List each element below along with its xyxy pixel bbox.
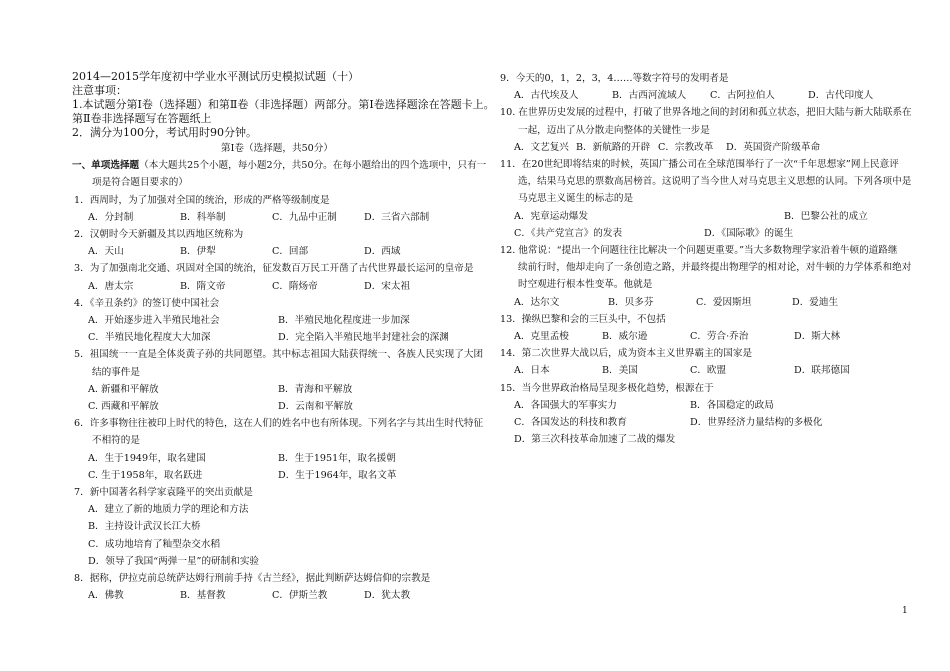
option-c[interactable]: C．九品中正制	[272, 211, 337, 223]
option-a[interactable]: A．日本	[514, 365, 550, 377]
option-c[interactable]: C. 生于1958年，取名跃进	[88, 469, 203, 481]
option-d[interactable]: D．完全陷入半殖民地半封建社会的深渊	[278, 332, 449, 344]
question-6-cont: 不相符的是	[92, 435, 140, 447]
option-a[interactable]: A．分封制	[88, 211, 134, 223]
option-c[interactable]: C．各国发达的科技和教育	[514, 417, 627, 429]
option-c[interactable]: C．半殖民地化程度大大加深	[88, 332, 211, 344]
section-instructions: （本大题共25个小题，每小题2分，共50分。在每小题给出的四个选项中，只有一	[139, 160, 487, 172]
left-column	[72, 70, 495, 604]
option-d[interactable]: D．三省六部制	[364, 211, 430, 223]
question-3-options	[72, 278, 482, 295]
question-8-options	[72, 587, 482, 604]
question-10-cont: 一起，迈出了从分散走向整体的关键性一步是	[518, 124, 710, 136]
exam-title: 2014—2015学年度初中学业水平测试历史模拟试题（十）	[72, 70, 359, 83]
option-d[interactable]: D．宋太祖	[364, 280, 411, 292]
question-1-options	[72, 209, 482, 226]
question-3: 3．为了加强南北交通、巩固对全国的统治，征发数百万民工开凿了古代世界最长运河的皇帝是	[74, 263, 474, 275]
section-title: 第Ⅰ卷（选择题，共50分）	[221, 143, 333, 154]
question-11-options-row1	[498, 208, 918, 225]
option-a[interactable]: A．生于1949年，取名建国	[88, 452, 206, 464]
option-b[interactable]: B．基督教	[180, 590, 226, 602]
option-c[interactable]: C．伊斯兰教	[272, 590, 328, 602]
question-12-options	[498, 294, 918, 311]
right-column	[498, 70, 918, 448]
section-instructions-cont: 项是符合题目要求的）	[92, 177, 188, 189]
option-c[interactable]: C．宗教改革	[658, 141, 714, 153]
option-c[interactable]: C．隋炀帝	[272, 280, 318, 292]
question-13: 13．操纵巴黎和会的三巨头中，不包括	[500, 313, 666, 325]
question-1: 1．西周时，为了加强对全国的统治，形成的严格等级制度是	[74, 194, 330, 206]
option-a[interactable]: A．克里孟梭	[514, 331, 569, 343]
option-a[interactable]: A．文艺复兴	[514, 141, 569, 153]
question-10-options	[498, 139, 918, 156]
option-c[interactable]: C．回部	[272, 246, 309, 258]
option-d[interactable]: D．《国际歌》的诞生	[704, 227, 794, 239]
question-11-cont: 选，结果马克思的票数高居榜首。这说明了当今世人对马克思主义思想的认同。下列各项中是	[518, 176, 912, 188]
option-d[interactable]: D．英国资产阶级革命	[726, 141, 821, 153]
question-14-options	[498, 362, 918, 379]
question-11-cont2: 马克思主义诞生的标志的是	[518, 193, 634, 205]
option-d[interactable]: D．西域	[364, 246, 401, 258]
option-d[interactable]: D．世界经济力量结构的多极化	[690, 417, 823, 429]
option-b[interactable]: B．科举制	[180, 211, 226, 223]
question-12-cont: 续前行时，他却走向了一条创造之路，并最终提出物理学的相对论，对牛顿的力学体系和绝对	[518, 262, 912, 274]
option-d[interactable]: D．生于1964年，取名文革	[278, 469, 397, 481]
question-8: 8．据称，伊拉克前总统萨达姆行刑前手持《古兰经》，据此判断萨达姆信仰的宗教是	[74, 573, 431, 585]
question-4-options-row1	[72, 312, 482, 329]
question-11: 11．在20世纪即将结束的时候，英国广播公司在全球范围举行了一次“千年思想家”网上民意评	[500, 159, 899, 171]
question-2: 2．汉朝时今天新疆及其以西地区统称为	[74, 229, 244, 241]
option-b[interactable]: B．伊犁	[180, 246, 216, 258]
option-a[interactable]: A．各国强大的军事实力	[514, 399, 617, 411]
option-d-extra[interactable]: D．第三次科技革命加速了二战的爆发	[514, 434, 676, 446]
option-d[interactable]: D．犹太教	[364, 590, 411, 602]
question-13-options	[498, 328, 918, 345]
question-12-cont2: 时空观进行根本性变革。他就是	[518, 279, 653, 291]
notes-title: 注意事项：	[72, 84, 127, 97]
option-b[interactable]: B．古西河流域人	[612, 90, 687, 102]
question-15: 15．当今世界政治格局呈现多极化趋势，根源在于	[500, 382, 714, 394]
option-c[interactable]: C．古阿拉伯人	[710, 90, 775, 102]
question-6-options-row1	[72, 450, 482, 467]
option-a[interactable]: A．建立了新的地质力学的理论和方法	[88, 504, 249, 516]
question-10: 10. 在世界历史发展的过程中，打破了世界各地之间的封闭和孤立状态，把旧大陆与新大陆联系在	[500, 107, 912, 119]
question-4: 4．《辛丑条约》的签订使中国社会	[74, 297, 220, 309]
option-b[interactable]: B．美国	[602, 365, 638, 377]
question-2-options	[72, 243, 482, 260]
question-7: 7．新中国著名科学家袁隆平的突出贡献是	[74, 487, 253, 499]
option-b[interactable]: B．隋文帝	[180, 280, 226, 292]
option-b[interactable]: B．威尔逊	[602, 331, 648, 343]
option-c[interactable]: C．劳合·乔治	[690, 331, 749, 343]
option-b[interactable]: B．生于1951年，取名援朝	[278, 452, 396, 464]
option-b[interactable]: B．贝多芬	[608, 296, 654, 308]
option-d[interactable]: D．联邦德国	[794, 365, 850, 377]
question-9-options	[498, 87, 918, 104]
option-b[interactable]: B．青海和平解放	[278, 383, 353, 395]
option-d[interactable]: D．古代印度人	[808, 90, 874, 102]
option-d[interactable]: D．云南和平解放	[278, 401, 353, 413]
question-5-options-row1	[72, 381, 482, 398]
note-2: 2．满分为100分，考试用时90分钟。	[72, 126, 257, 139]
option-a[interactable]: A．达尔文	[514, 296, 560, 308]
question-15-options-row1	[498, 397, 918, 414]
option-a[interactable]: A．佛教	[88, 590, 124, 602]
note-1: 1.本试题分第Ⅰ卷（选择题）和第Ⅱ卷（非选择题）两部分。第Ⅰ卷选择题涂在答题卡上。	[72, 98, 495, 111]
question-4-options-row2	[72, 329, 482, 346]
option-a[interactable]: A．唐太宗	[88, 280, 134, 292]
question-5: 5．祖国统一一直是全体炎黄子孙的共同愿望。其中标志祖国大陆获得统一、各族人民实现了大团	[74, 349, 484, 361]
option-d[interactable]: D．爱迪生	[792, 296, 839, 308]
note-1-cont: 第Ⅱ卷非选择题写在答题纸上	[72, 112, 212, 125]
option-b[interactable]: B．主持设计武汉长江大桥	[88, 521, 201, 533]
option-b[interactable]: B．新航路的开辟	[576, 141, 651, 153]
section-heading: 一、单项选择题	[72, 160, 140, 172]
question-15-options-row2	[498, 414, 918, 431]
page-number: 1	[902, 606, 908, 616]
option-c[interactable]: C．爱因斯坦	[696, 296, 752, 308]
option-a[interactable]: A．开始逐步进入半殖民地社会	[88, 315, 220, 327]
option-c[interactable]: C. 西藏和平解放	[88, 401, 159, 413]
option-b[interactable]: B．各国稳定的政局	[690, 399, 774, 411]
question-11-options-row2	[498, 225, 918, 242]
option-d[interactable]: D．斯大林	[794, 331, 841, 343]
question-14: 14．第二次世界大战以后，成为资本主义世界霸主的国家是	[500, 348, 753, 360]
option-a[interactable]: A．宪章运动爆发	[514, 210, 589, 222]
option-a[interactable]: A. 新疆和平解放	[88, 383, 159, 395]
option-c[interactable]: C．欧盟	[690, 365, 727, 377]
question-6: 6．许多事物往往被印上时代的特色，这在人们的姓名中也有所体现。下列名字与其出生时代特征	[74, 418, 484, 430]
option-b[interactable]: B．巴黎公社的成立	[784, 210, 868, 222]
question-5-cont: 结的事件是	[92, 366, 140, 378]
option-a[interactable]: A．天山	[88, 246, 124, 258]
question-5-options-row2	[72, 398, 482, 415]
option-a[interactable]: A．古代埃及人	[514, 90, 579, 102]
question-12: 12. 他常说：“提出一个问题往往比解决一个问题更重要。”当大多数物理学家沿着牛顿的道路继	[500, 245, 898, 257]
question-9: 9．今天的0，1，2，3，4……等数字符号的发明者是	[500, 73, 729, 84]
question-6-options-row2	[72, 467, 482, 484]
option-d[interactable]: D．领导了我国“两弹一星”的研制和实验	[88, 555, 260, 567]
option-c[interactable]: C．《共产党宣言》的发表	[514, 227, 623, 239]
option-b[interactable]: B．半殖民地化程度进一步加深	[278, 315, 410, 327]
option-c[interactable]: C．成功地培育了籼型杂交水稻	[88, 538, 221, 550]
